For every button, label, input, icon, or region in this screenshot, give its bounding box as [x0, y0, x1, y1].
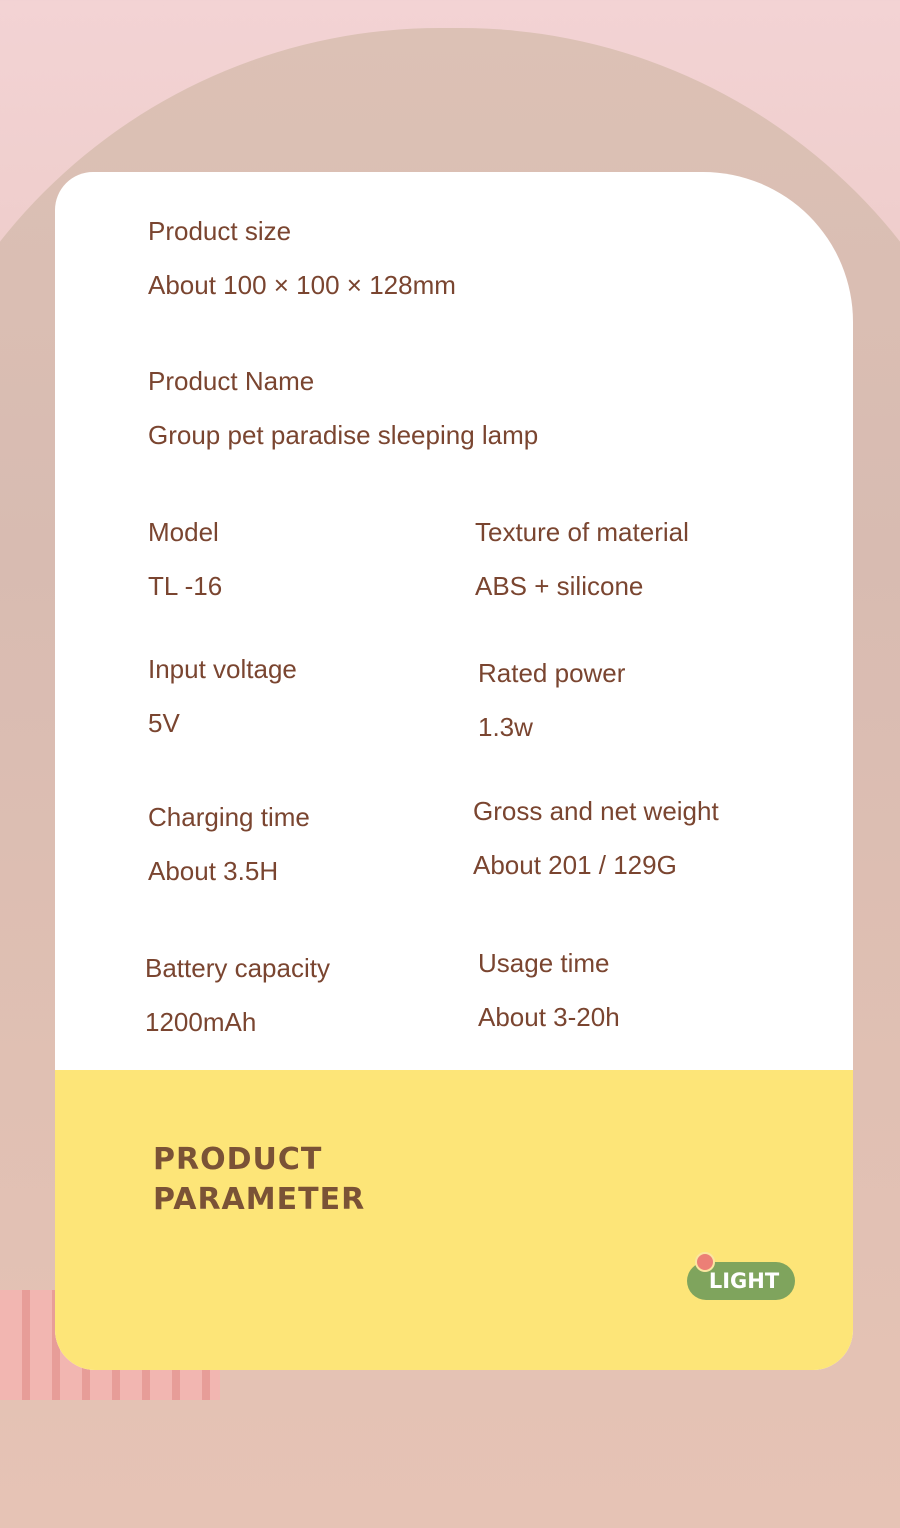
spec-value-size: About 100 × 100 × 128mm [148, 270, 456, 300]
spec-value-weight: About 201 / 129G [473, 850, 677, 880]
spec-label-usage: Usage time [478, 948, 610, 978]
spec-label-model: Model [148, 517, 219, 547]
spec-label-name: Product Name [148, 366, 315, 396]
light-badge-label: LIGHT [708, 1269, 780, 1293]
heading-line-2: PARAMETER [153, 1182, 366, 1217]
spec-value-usage: About 3-20h [478, 1002, 620, 1032]
spec-label-material: Texture of material [475, 517, 689, 547]
heading-line-1: PRODUCT [153, 1142, 323, 1177]
spec-card [55, 172, 853, 1370]
badge-dot-icon [695, 1252, 715, 1272]
spec-value-model: TL -16 [148, 571, 223, 601]
spec-label-size: Product size [148, 216, 292, 246]
spec-value-charging: About 3.5H [148, 856, 279, 886]
spec-label-voltage: Input voltage [148, 654, 297, 684]
spec-value-battery: 1200mAh [145, 1007, 257, 1037]
spec-label-charging: Charging time [148, 802, 310, 832]
spec-value-name: Group pet paradise sleeping lamp [148, 420, 539, 450]
spec-value-voltage: 5V [148, 708, 180, 738]
spec-label-power: Rated power [478, 658, 626, 688]
spec-value-power: 1.3w [478, 712, 533, 742]
section-heading [153, 1140, 365, 1220]
spec-label-weight: Gross and net weight [473, 796, 719, 826]
spec-value-material: ABS + silicone [475, 571, 644, 601]
footer-band [55, 1070, 853, 1370]
spec-label-battery: Battery capacity [145, 953, 330, 983]
